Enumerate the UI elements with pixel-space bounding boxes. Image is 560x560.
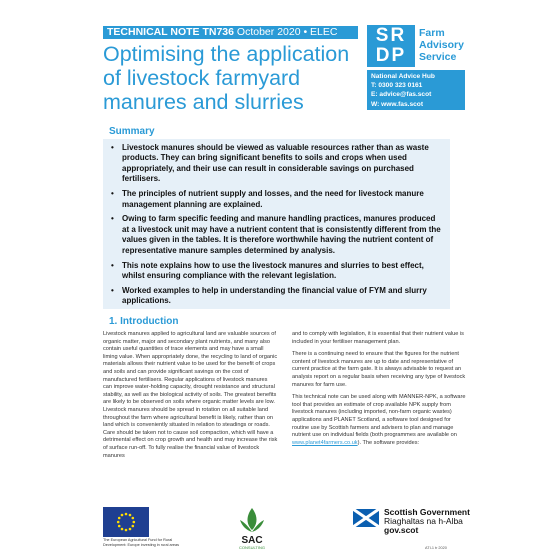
logo-letters-bottom: DP — [375, 45, 407, 66]
intro-text: This technical note can be used along with MANNER-NPK, a software tool that provides an estimate of crop available NPK supply from livestock manures (including imported, non-farm organic wastes) applications and PLANET Scotland, a software tool designed for routine use by Scottish farmers and advisers to plan and manage nutrient use on individual fields (both programmes are available on — [292, 394, 466, 439]
advice-hub-web[interactable]: W: www.fas.scot — [371, 100, 424, 108]
document-reference: ATI-1 tr 2020 — [425, 546, 447, 550]
fas-name — [419, 27, 464, 63]
intro-paragraph: and to comply with legislation, it is essential that their nutrient value is included in your fertiliser management plan. — [292, 331, 464, 345]
summary-bullet: • Owing to farm specific feeding and manure handling practices, manures produced at a livestock unit may have a nutrient content that is consistently different from the values given in the tables. It is therefore worthwhile having the nutrient content of representative manure samples determined by analysis. — [109, 214, 444, 256]
summary-bullet: • Livestock manures should be viewed as valuable resources rather than as waste products. They can bring significant benefits to soils and crops when used appropriately, and their use can result in considerable savings on purchased fertilisers. — [109, 143, 444, 185]
intro-paragraph — [292, 394, 467, 447]
eu-caption: The European Agricultural Fund for Rural Development: Europe investing in rural areas — [103, 538, 179, 547]
advice-hub-email[interactable]: E: advice@fas.scot — [371, 91, 432, 99]
fas-name-line: Service — [419, 51, 457, 63]
page-title: Optimising the application of livestock farmyard manures and slurries — [103, 42, 350, 114]
note-meta: October 2020 • ELEC — [236, 26, 338, 38]
introduction-column-left — [103, 331, 278, 465]
sac-sublabel: CONSULTING — [239, 545, 265, 550]
srdp-logo — [367, 25, 415, 67]
saltire-flag-icon — [353, 509, 379, 527]
scottish-government-logo — [384, 508, 470, 536]
summary-heading: Summary — [109, 126, 155, 137]
summary-bullet: • This note explains how to use the livestock manures and slurries to best effect, whilst ensuring compliance with the relevant legislation. — [109, 261, 444, 282]
technical-note-banner — [103, 26, 358, 39]
intro-paragraph: Livestock manures applied to agricultural land are valuable sources of organic matter, major and secondary plant nutrients, and many also contain useful quantities of trace elements and may have a small liming value. When appropriately done, the recycling to land of organic materials allows their nutrient value to be used for the benefit of crops and soils and can provide significant savings on the cost of manufactured fertilisers. Regular applications of livestock manures can improve water-holding capacity, drought resistance and structural stability, as well as the biological activity of soils. The greatest benefits are likely to be observed on soils where organic matter levels are low. Livestock manures should be spread in rotation on all suitable land throughout the farm where agricultural benefit is likely, rather than on land which is conveniently situated in relation to steadings or roads. Care should be taken not to cause soil compaction, which will have a detrimental effect on crop growth and health and may increase the risk of surface run-off. To fully realise the financial value of livestock manures — [103, 331, 278, 459]
summary-bullet: • The principles of nutrient supply and losses, and the need for livestock manure management planning are explained. — [109, 189, 444, 210]
fas-name-line: Farm — [419, 27, 445, 39]
intro-text: ). The software provides: — [357, 439, 420, 446]
logo-letters-top: SR — [375, 25, 407, 46]
planet-link[interactable]: www.planet4farmers.co.uk — [292, 439, 358, 446]
sac-label: SAC — [241, 535, 263, 546]
gov-line: gov.scot — [384, 525, 419, 536]
advice-hub-title: National Advice Hub — [371, 73, 435, 80]
intro-paragraph: There is a continuing need to ensure that the figures for the nutrient content of livestock manures are up to date and representative of current practice at the farm gate. It is always advisable to request an analysis report on a regular basis when receiving any type of livestock manures for farm use. — [292, 351, 466, 388]
sac-logo-icon — [232, 506, 272, 551]
fas-name-line: Advisory — [419, 39, 464, 51]
eu-flag-icon — [103, 507, 149, 537]
note-label: TECHNICAL NOTE TN736 — [107, 26, 234, 38]
gov-line: Scottish Government — [384, 507, 470, 517]
summary-bullet: • Worked examples to help in understanding the financial value of FYM and slurry applications. — [109, 286, 444, 307]
summary-list — [109, 143, 444, 307]
introduction-column-right — [292, 331, 467, 452]
summary-box — [103, 139, 450, 309]
gov-line-gaelic: Riaghaltas na h-Alba — [384, 516, 463, 527]
advice-hub-box — [367, 70, 465, 110]
advice-hub-phone: T: 0300 323 0161 — [371, 82, 423, 90]
introduction-heading: 1. Introduction — [109, 316, 179, 327]
